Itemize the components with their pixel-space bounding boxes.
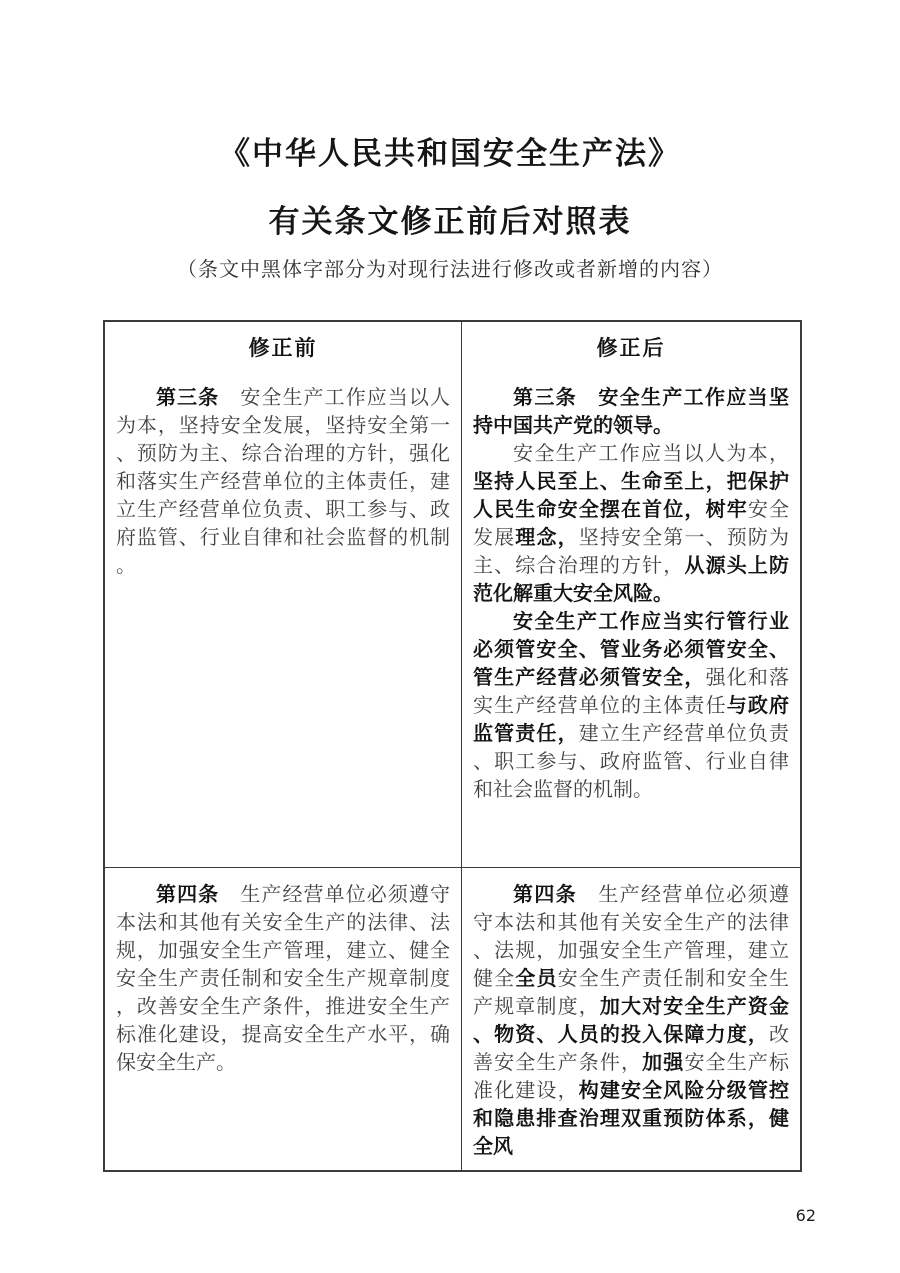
unchanged-text-segment: 安全生产责任制和安全生产规章制度，	[473, 966, 790, 1018]
header-label-before: 修正前	[248, 335, 318, 360]
law-paragraph	[116, 880, 450, 1076]
header-cell-before	[105, 322, 462, 371]
table-row-article-4	[105, 867, 800, 1170]
header-cell-after	[462, 322, 800, 371]
amended-text-segment: 理念，	[515, 525, 579, 549]
amended-text-segment: 第三条	[156, 385, 241, 409]
unchanged-text-segment: 安全生产标准化建设，	[473, 1050, 790, 1102]
amended-text-segment: 构建安全风险分级管控和隐患排查治理双重预防体系，健全风	[473, 1078, 790, 1158]
unchanged-text-segment: 安全生产工作应当以人为本，	[513, 441, 789, 465]
unchanged-text-segment: 建立生产经营单位负责、职工参与、政府监管、行业自律和社会监督的机制。	[473, 721, 790, 801]
law-paragraph	[473, 880, 789, 1160]
document-title-line1: 《中华人民共和国安全生产法》	[219, 136, 681, 172]
amended-text-segment: 第四条	[513, 882, 599, 906]
amended-text-segment: 全员	[515, 966, 558, 990]
amended-text-segment: 与政府监管责任，	[473, 693, 790, 745]
unchanged-text-segment: 强化和落实生产经营单位的主体责任	[473, 665, 790, 717]
cell-before	[105, 868, 462, 1170]
unchanged-text-segment: 生产经营单位必须遵守本法和其他有关安全生产的法律、法规，加强安全生产管理，建立、健全安全生产责任制和安全生产规章制度，改善安全生产条件，推进安全生产标准化建设，提高安全生产水平，确保安全生产。	[116, 882, 451, 1074]
document-subtitle-note: （条文中黑体字部分为对现行法进行修改或者新增的内容）	[177, 257, 723, 281]
document-title-line2: 有关条文修正前后对照表	[268, 204, 632, 240]
amended-text-segment: 第三条 安全生产工作应当坚持中国共产党的领导。	[473, 385, 789, 437]
amended-text-segment: 加大对安全生产资金、物资、人员的投入保障力度，	[473, 994, 790, 1046]
cell-after	[462, 868, 800, 1170]
page-number: 62	[795, 1206, 816, 1225]
header-label-after: 修正后	[596, 335, 666, 360]
unchanged-text-segment: 坚持安全第一、预防为主、综合治理的方针，	[473, 525, 790, 577]
table-row-article-3	[105, 371, 800, 867]
cell-before	[105, 371, 462, 867]
amended-text-segment: 从源头上防范化解重大安全风险。	[473, 553, 790, 605]
comparison-table	[103, 320, 802, 1172]
amended-text-segment: 加强	[642, 1050, 685, 1074]
unchanged-text-segment: 生产经营单位必须遵守本法和其他有关安全生产的法律、法规，加强安全生产管理，建立健全	[473, 882, 790, 990]
unchanged-text-segment: 改善安全生产条件，	[473, 1022, 789, 1074]
law-paragraph	[473, 383, 789, 439]
comparison-table-body	[105, 371, 800, 1170]
table-header-row	[105, 322, 800, 371]
amended-text-segment: 坚持人民至上、生命至上，把保护人民生命安全摆在首位，树牢	[473, 469, 789, 521]
unchanged-text-segment: 安全发展	[473, 497, 790, 549]
cell-after	[462, 371, 800, 867]
law-paragraph	[473, 439, 789, 607]
law-paragraph	[473, 607, 789, 803]
unchanged-text-segment: 安全生产工作应当以人为本，坚持安全发展，坚持安全第一、预防为主、综合治理的方针，强化和落实生产经营单位的主体责任，建立生产经营单位负责、职工参与、政府监管、行业自律和社会监督的机制。	[116, 385, 451, 577]
law-paragraph	[116, 383, 450, 579]
amended-text-segment: 安全生产工作应当实行管行业必须管安全、管业务必须管安全、管生产经营必须管安全，	[473, 609, 789, 689]
amended-text-segment: 第四条	[156, 882, 241, 906]
